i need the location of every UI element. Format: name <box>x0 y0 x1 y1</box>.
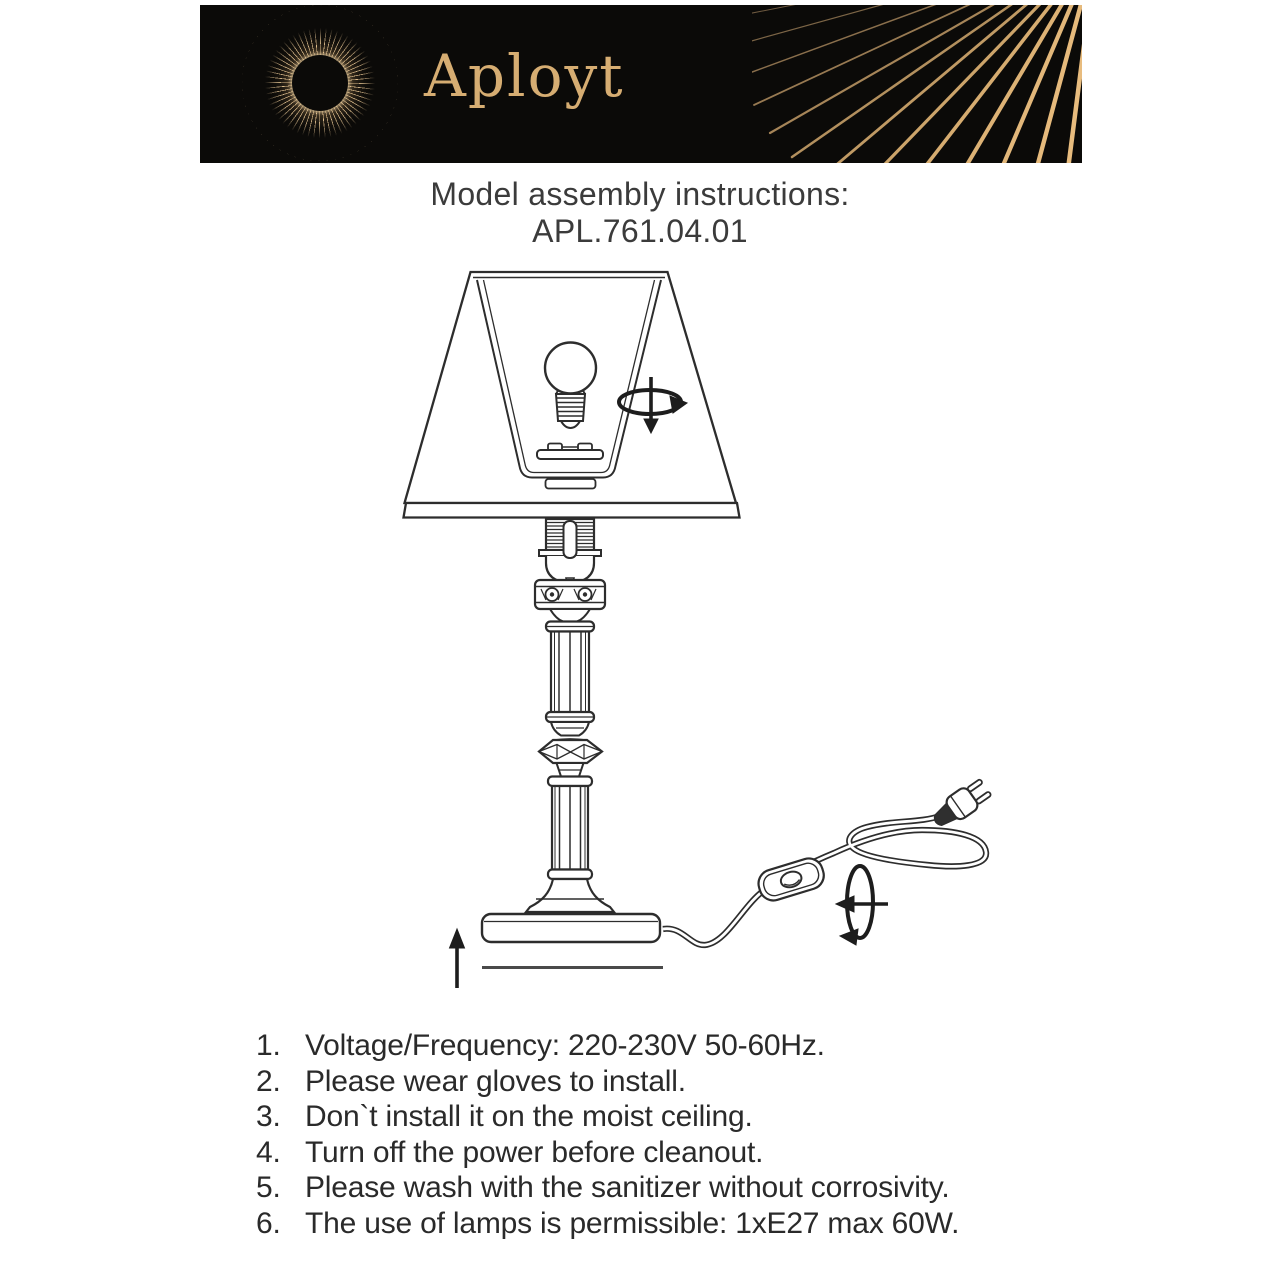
list-item <box>256 1099 1096 1135</box>
list-item <box>256 1135 1096 1171</box>
item-text: Please wear gloves to install. <box>305 1064 686 1098</box>
sunburst-logo-icon <box>242 5 398 161</box>
item-text: Don`t install it on the moist ceiling. <box>305 1100 753 1134</box>
item-number: 4. <box>256 1135 281 1169</box>
lamp-column <box>546 609 594 736</box>
model-number: APL.761.04.01 <box>532 213 748 249</box>
item-text: Voltage/Frequency: 220-230V 50-60Hz. <box>305 1029 825 1062</box>
list-item <box>256 1170 1096 1206</box>
list-item <box>256 1028 1096 1064</box>
item-number: 3. <box>256 1100 281 1134</box>
item-text: Turn off the power before cleanout. <box>305 1135 764 1169</box>
lamp-base <box>482 914 660 942</box>
page-title: Model assembly instructions: <box>430 176 850 212</box>
list-item <box>256 1206 1096 1242</box>
brand-banner <box>200 5 1082 163</box>
item-number: 1. <box>256 1029 281 1062</box>
item-number: 2. <box>256 1064 281 1098</box>
lamp-column-lower <box>526 777 614 913</box>
ornate-band <box>535 580 605 609</box>
lamp-socket <box>539 519 601 584</box>
plug-rotation-arrow <box>836 866 888 945</box>
lamp-assembly-diagram <box>380 250 1040 1020</box>
sunburst-core <box>292 55 348 111</box>
brand-logo-text: Aployt <box>424 42 625 110</box>
crystal-bead <box>539 739 602 777</box>
power-plug <box>928 776 993 832</box>
item-number: 5. <box>256 1171 281 1205</box>
lift-arrow <box>450 929 465 988</box>
inline-switch <box>755 855 827 904</box>
item-text: The use of lamps is permissible: 1xE27 max 60W. <box>305 1206 960 1240</box>
corner-rays-decoration <box>752 5 1082 163</box>
item-text: Please wash with the sanitizer without corrosivity. <box>305 1171 950 1205</box>
shade-rim <box>404 503 740 518</box>
instruction-list <box>256 1028 1096 1242</box>
title-block <box>0 176 1280 250</box>
list-item <box>256 1064 1096 1100</box>
item-number: 6. <box>256 1206 281 1240</box>
